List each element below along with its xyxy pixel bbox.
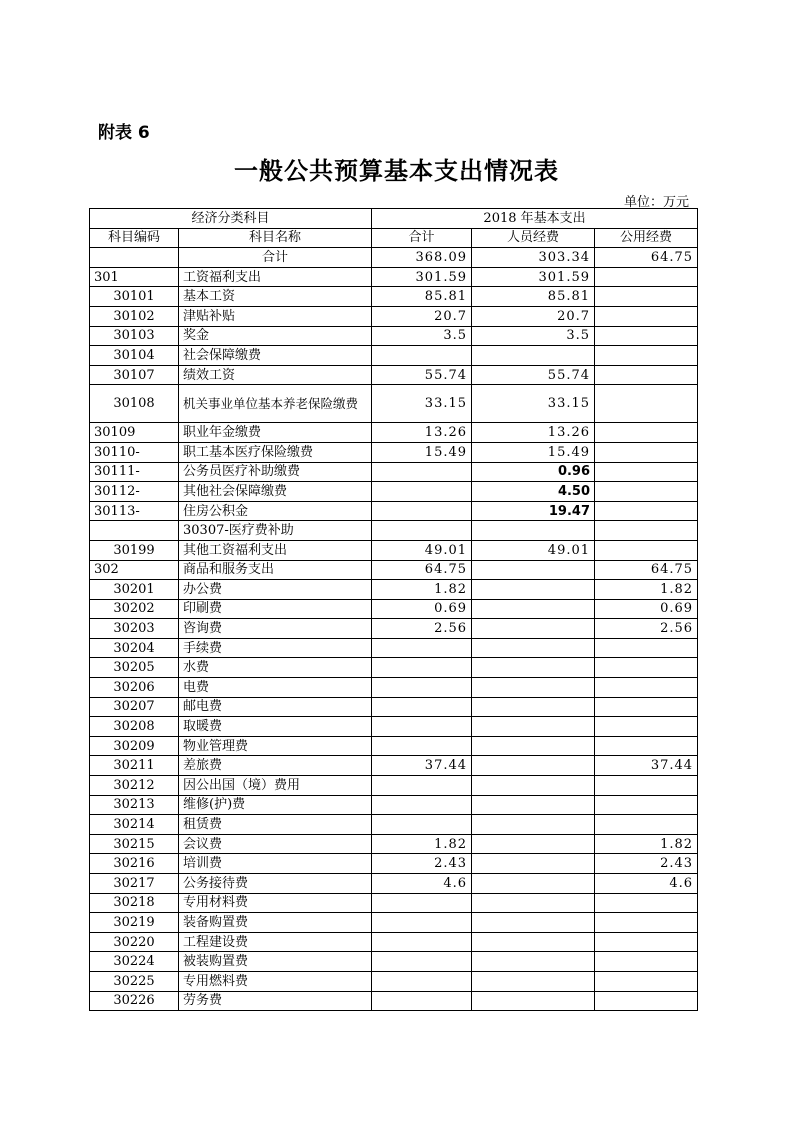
row-name: 公务接待费 (179, 874, 372, 894)
row-personnel: 3.5 (472, 326, 595, 346)
row-name: 机关事业单位基本养老保险缴费 (179, 385, 372, 423)
row-public (595, 717, 698, 737)
row-name: 水费 (179, 658, 372, 678)
row-personnel (472, 521, 595, 541)
row-personnel: 13.26 (472, 423, 595, 443)
row-total: 3.5 (372, 326, 472, 346)
row-total: 37.44 (372, 756, 472, 776)
row-public (595, 815, 698, 835)
row-personnel (472, 599, 595, 619)
row-total (372, 795, 472, 815)
page-title: 一般公共预算基本支出情况表 (234, 156, 559, 185)
row-personnel (472, 736, 595, 756)
row-code: 30102 (90, 306, 179, 326)
row-personnel (472, 815, 595, 835)
row-total (372, 736, 472, 756)
row-total (372, 932, 472, 952)
row-name: 印刷费 (179, 599, 372, 619)
table-row (90, 385, 698, 423)
row-code: 302 (90, 560, 179, 580)
row-total (372, 658, 472, 678)
table-row (90, 326, 698, 346)
row-public (595, 971, 698, 991)
table-row (90, 913, 698, 933)
row-total (372, 952, 472, 972)
table-row (90, 501, 698, 521)
table-row (90, 442, 698, 462)
row-personnel (472, 658, 595, 678)
table-row (90, 834, 698, 854)
row-personnel (472, 874, 595, 894)
row-code: 30201 (90, 580, 179, 600)
row-personnel (472, 346, 595, 366)
row-total: 0.69 (372, 599, 472, 619)
table-row (90, 248, 698, 268)
row-total (372, 462, 472, 482)
header-basic-expenditure: 2018 年基本支出 (372, 209, 698, 229)
table-row (90, 678, 698, 698)
row-name: 商品和服务支出 (179, 560, 372, 580)
row-name: 差旅费 (179, 756, 372, 776)
table-row (90, 815, 698, 835)
table-row (90, 658, 698, 678)
row-public (595, 678, 698, 698)
appendix-label: 附表 6 (98, 123, 150, 143)
row-name: 工程建设费 (179, 932, 372, 952)
row-public (595, 795, 698, 815)
table-row (90, 482, 698, 502)
row-personnel (472, 971, 595, 991)
row-public (595, 462, 698, 482)
row-code: 30225 (90, 971, 179, 991)
row-public (595, 501, 698, 521)
row-code: 30215 (90, 834, 179, 854)
row-code: 30112- (90, 482, 179, 502)
row-code: 30209 (90, 736, 179, 756)
row-name: 因公出国（境）费用 (179, 776, 372, 796)
row-personnel (472, 678, 595, 698)
row-name: 社会保障缴费 (179, 346, 372, 366)
row-personnel: 301.59 (472, 267, 595, 287)
row-code: 30207 (90, 697, 179, 717)
row-name: 邮电费 (179, 697, 372, 717)
table-row (90, 893, 698, 913)
row-public (595, 365, 698, 385)
row-name: 职业年金缴费 (179, 423, 372, 443)
budget-table (89, 208, 698, 1011)
row-name: 取暖费 (179, 717, 372, 737)
row-total: 20.7 (372, 306, 472, 326)
row-code: 30226 (90, 991, 179, 1011)
table-row (90, 952, 698, 972)
row-personnel: 49.01 (472, 540, 595, 560)
table-row (90, 874, 698, 894)
row-public (595, 306, 698, 326)
row-name: 咨询费 (179, 619, 372, 639)
row-personnel: 33.15 (472, 385, 595, 423)
row-personnel (472, 580, 595, 600)
row-code: 30224 (90, 952, 179, 972)
row-public: 2.56 (595, 619, 698, 639)
row-name: 公务员医疗补助缴费 (179, 462, 372, 482)
row-total (372, 776, 472, 796)
table-row (90, 971, 698, 991)
row-personnel (472, 893, 595, 913)
row-name: 基本工资 (179, 287, 372, 307)
table-row (90, 932, 698, 952)
unit-label: 单位：万元 (623, 195, 689, 210)
row-total (372, 913, 472, 933)
row-total: 64.75 (372, 560, 472, 580)
row-public (595, 287, 698, 307)
table-row (90, 776, 698, 796)
row-personnel (472, 952, 595, 972)
row-public (595, 442, 698, 462)
row-code: 30104 (90, 346, 179, 366)
table-row (90, 619, 698, 639)
row-name: 30307-医疗费补助 (179, 521, 372, 541)
table-row (90, 346, 698, 366)
row-code: 30199 (90, 540, 179, 560)
row-total: 15.49 (372, 442, 472, 462)
row-code: 30109 (90, 423, 179, 443)
row-code: 30216 (90, 854, 179, 874)
row-public (595, 913, 698, 933)
row-name: 被装购置费 (179, 952, 372, 972)
row-name: 工资福利支出 (179, 267, 372, 287)
row-personnel (472, 913, 595, 933)
row-total (372, 697, 472, 717)
row-total (372, 482, 472, 502)
row-personnel (472, 776, 595, 796)
row-public (595, 385, 698, 423)
row-name: 培训费 (179, 854, 372, 874)
row-total: 2.56 (372, 619, 472, 639)
table-row (90, 423, 698, 443)
row-code: 30110- (90, 442, 179, 462)
row-name: 手续费 (179, 638, 372, 658)
row-personnel (472, 756, 595, 776)
row-name: 物业管理费 (179, 736, 372, 756)
row-total (372, 501, 472, 521)
row-code: 30204 (90, 638, 179, 658)
row-personnel: 4.50 (472, 482, 595, 502)
row-public (595, 482, 698, 502)
row-code: 30205 (90, 658, 179, 678)
row-code: 30217 (90, 874, 179, 894)
row-total: 1.82 (372, 580, 472, 600)
row-name: 电费 (179, 678, 372, 698)
table-row (90, 287, 698, 307)
row-name: 专用燃料费 (179, 971, 372, 991)
row-code (90, 248, 179, 268)
header-personnel: 人员经费 (472, 228, 595, 248)
table-row (90, 267, 698, 287)
row-total: 55.74 (372, 365, 472, 385)
row-code (90, 521, 179, 541)
row-name: 合计 (179, 248, 372, 268)
row-code: 30213 (90, 795, 179, 815)
row-total: 368.09 (372, 248, 472, 268)
row-personnel (472, 638, 595, 658)
table-row (90, 306, 698, 326)
table-row (90, 560, 698, 580)
row-public (595, 658, 698, 678)
table-row (90, 462, 698, 482)
row-personnel (472, 991, 595, 1011)
row-code: 301 (90, 267, 179, 287)
row-code: 30107 (90, 365, 179, 385)
row-personnel (472, 717, 595, 737)
row-personnel (472, 932, 595, 952)
row-code: 30113- (90, 501, 179, 521)
row-code: 30220 (90, 932, 179, 952)
table-row (90, 540, 698, 560)
table-row (90, 795, 698, 815)
row-name: 其他工资福利支出 (179, 540, 372, 560)
row-total: 301.59 (372, 267, 472, 287)
row-code: 30111- (90, 462, 179, 482)
header-name: 科目名称 (179, 228, 372, 248)
row-name: 职工基本医疗保险缴费 (179, 442, 372, 462)
row-public: 64.75 (595, 560, 698, 580)
row-public (595, 423, 698, 443)
row-name: 其他社会保障缴费 (179, 482, 372, 502)
table-row (90, 599, 698, 619)
row-personnel: 19.47 (472, 501, 595, 521)
row-total (372, 815, 472, 835)
row-public (595, 540, 698, 560)
row-code: 30108 (90, 385, 179, 423)
table-row (90, 697, 698, 717)
table-row (90, 717, 698, 737)
row-total (372, 717, 472, 737)
row-code: 30101 (90, 287, 179, 307)
row-total (372, 893, 472, 913)
row-public (595, 991, 698, 1011)
row-code: 30103 (90, 326, 179, 346)
row-personnel (472, 560, 595, 580)
row-code: 30214 (90, 815, 179, 835)
row-name: 维修(护)费 (179, 795, 372, 815)
row-public (595, 893, 698, 913)
row-name: 住房公积金 (179, 501, 372, 521)
row-code: 30206 (90, 678, 179, 698)
row-public: 64.75 (595, 248, 698, 268)
table-row (90, 854, 698, 874)
row-name: 租赁费 (179, 815, 372, 835)
row-public: 37.44 (595, 756, 698, 776)
header-total: 合计 (372, 228, 472, 248)
header-code: 科目编码 (90, 228, 179, 248)
table-row (90, 365, 698, 385)
row-name: 会议费 (179, 834, 372, 854)
row-public (595, 326, 698, 346)
row-name: 装备购置费 (179, 913, 372, 933)
row-personnel (472, 854, 595, 874)
row-name: 专用材料费 (179, 893, 372, 913)
row-code: 30211 (90, 756, 179, 776)
row-total: 1.82 (372, 834, 472, 854)
row-personnel: 20.7 (472, 306, 595, 326)
row-total: 49.01 (372, 540, 472, 560)
row-public: 4.6 (595, 874, 698, 894)
table-row (90, 521, 698, 541)
row-public: 1.82 (595, 580, 698, 600)
row-name: 劳务费 (179, 991, 372, 1011)
row-public (595, 776, 698, 796)
row-public (595, 521, 698, 541)
row-public (595, 346, 698, 366)
table-row (90, 580, 698, 600)
row-name: 津贴补贴 (179, 306, 372, 326)
row-total (372, 991, 472, 1011)
row-total: 85.81 (372, 287, 472, 307)
row-personnel: 15.49 (472, 442, 595, 462)
row-public (595, 952, 698, 972)
row-public (595, 736, 698, 756)
row-personnel (472, 697, 595, 717)
row-public (595, 638, 698, 658)
row-total (372, 346, 472, 366)
row-code: 30212 (90, 776, 179, 796)
table-row (90, 756, 698, 776)
row-total (372, 971, 472, 991)
table-row (90, 638, 698, 658)
row-total: 13.26 (372, 423, 472, 443)
row-name: 办公费 (179, 580, 372, 600)
row-public: 2.43 (595, 854, 698, 874)
row-total (372, 638, 472, 658)
row-code: 30208 (90, 717, 179, 737)
row-total: 2.43 (372, 854, 472, 874)
row-personnel: 0.96 (472, 462, 595, 482)
row-personnel (472, 795, 595, 815)
row-total: 4.6 (372, 874, 472, 894)
row-total: 33.15 (372, 385, 472, 423)
row-personnel (472, 834, 595, 854)
header-public: 公用经费 (595, 228, 698, 248)
row-name: 奖金 (179, 326, 372, 346)
row-personnel: 85.81 (472, 287, 595, 307)
row-public (595, 697, 698, 717)
row-code: 30202 (90, 599, 179, 619)
table-header-group-row (90, 209, 698, 229)
row-code: 30218 (90, 893, 179, 913)
row-total (372, 678, 472, 698)
table-row (90, 991, 698, 1011)
row-public: 0.69 (595, 599, 698, 619)
row-personnel: 55.74 (472, 365, 595, 385)
table-row (90, 736, 698, 756)
header-economic-category: 经济分类科目 (90, 209, 372, 229)
row-public (595, 267, 698, 287)
row-code: 30219 (90, 913, 179, 933)
row-public (595, 932, 698, 952)
row-name: 绩效工资 (179, 365, 372, 385)
row-personnel: 303.34 (472, 248, 595, 268)
row-personnel (472, 619, 595, 639)
row-public: 1.82 (595, 834, 698, 854)
row-code: 30203 (90, 619, 179, 639)
table-header-column-row (90, 228, 698, 248)
row-total (372, 521, 472, 541)
